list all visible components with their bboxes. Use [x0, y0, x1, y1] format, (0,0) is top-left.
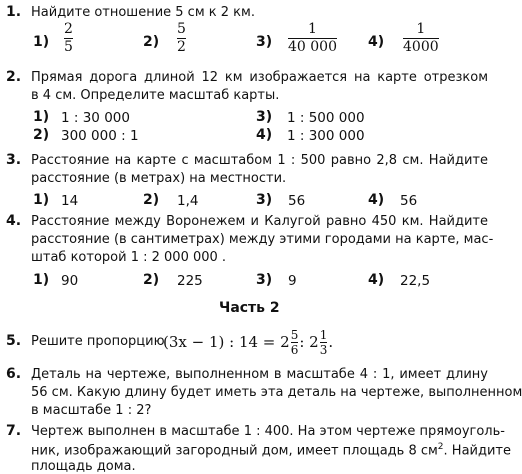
q4-option-2-text: 225 [177, 273, 203, 289]
q5-fraction-1 [291, 329, 299, 356]
q3-number: 3. [6, 152, 22, 168]
q2-option-4-number: 4) [256, 127, 273, 143]
q3-option-1-text: 14 [61, 193, 79, 209]
q4-option-1-text: 90 [61, 273, 79, 289]
q6-text-line-3: в масштабе 1 : 2? [31, 403, 152, 418]
q5-equation-end: . [328, 333, 334, 351]
q2-number: 2. [6, 69, 22, 85]
q1-option-2-denominator: 2 [177, 39, 186, 55]
q2-option-3-number: 3) [256, 109, 273, 125]
q4-option-2-number: 2) [143, 272, 160, 288]
q1-option-3-numerator: 1 [308, 21, 317, 37]
q1-option-2-fraction [177, 22, 186, 55]
q1-option-3-number: 3) [256, 34, 273, 50]
q3-option-3-number: 3) [256, 192, 273, 208]
q6-text-line-2: 56 см. Какую длину будет иметь эта деталь на чертеже, выполненном [31, 385, 522, 400]
q7-text-line-1: Чертеж выполнен в масштабе 1 : 400. На этом чертеже прямоуголь- [31, 424, 505, 439]
q7-text-line-2 [31, 442, 511, 458]
q5-text: Решите пропорцию [31, 334, 165, 349]
q5-number: 5. [6, 333, 22, 349]
q1-option-3-denominator: 40 000 [288, 39, 337, 55]
q2-option-1-text: 1 : 30 000 [61, 110, 130, 126]
q7-text-line-2-end: . Найдите [443, 443, 511, 459]
q3-option-4-text: 56 [400, 193, 418, 209]
q1-option-1-fraction [64, 22, 73, 55]
part-2-heading: Часть 2 [219, 300, 280, 316]
q4-option-4-number: 4) [368, 272, 385, 288]
q2-option-1-number: 1) [33, 109, 50, 125]
q3-option-2-text: 1,4 [177, 193, 199, 209]
q5-fraction-2-numerator: 1 [319, 327, 328, 342]
q1-option-1-number: 1) [33, 34, 50, 50]
q6-text-line-1: Деталь на чертеже, выполненном в масштабе 4 : 1, имеет длину [31, 367, 488, 382]
q2-option-4-text: 1 : 300 000 [287, 128, 365, 144]
q5-fraction-2-denominator: 3 [319, 342, 328, 357]
q3-option-2-number: 2) [143, 192, 160, 208]
q1-option-3-fraction [288, 22, 337, 55]
q3-text-line-2: расстояние (в метрах) на местности. [31, 171, 287, 186]
q3-option-3-text: 56 [288, 193, 306, 209]
q4-option-1-number: 1) [33, 272, 50, 288]
q2-option-3-text: 1 : 500 000 [287, 110, 365, 126]
q3-text-line-1: Расстояние на карте с масштабом 1 : 500 равно 2,8 см. Найдите [31, 153, 488, 168]
q3-option-1-number: 1) [33, 192, 50, 208]
q1-option-2-number: 2) [143, 34, 160, 50]
q3-option-4-number: 4) [368, 192, 385, 208]
q7-number: 7. [6, 423, 22, 439]
q5-fraction-1-numerator: 5 [290, 327, 299, 342]
q4-number: 4. [6, 213, 22, 229]
q5-fraction-2 [320, 329, 328, 356]
q7-text-line-2-main: ник, изображающий загородный дом, имеет площадь 8 см [31, 443, 438, 459]
q1-text: Найдите отношение 5 см к 2 км. [31, 5, 255, 20]
q1-option-4-numerator: 1 [416, 21, 426, 37]
q4-option-3-text: 9 [288, 273, 297, 289]
q4-text-line-3: штаб которой 1 : 2 000 000 . [31, 250, 227, 265]
q1-option-4-number: 4) [368, 34, 385, 50]
q5-equation-middle: : 2 [299, 333, 319, 351]
q4-text-line-2: расстояние (в сантиметрах) между этими городами на карте, мас- [31, 232, 494, 247]
q2-text-line-2: в 4 см. Определите масштаб карты. [31, 88, 280, 103]
q2-option-2-number: 2) [33, 127, 50, 143]
q4-text-line-1: Расстояние между Воронежем и Калугой равно 450 км. Найдите [31, 214, 488, 229]
q1-option-1-denominator: 5 [64, 39, 73, 55]
q2-option-2-text: 300 000 : 1 [61, 128, 139, 144]
q7-text-line-3: площадь дома. [31, 459, 136, 474]
q5-equation-left: (3x − 1) : 14 = 2 [163, 333, 290, 351]
q1-option-4-denominator: 4000 [403, 39, 439, 55]
q7-superscript: 2 [437, 442, 444, 452]
q1-number: 1. [6, 4, 22, 20]
q6-number: 6. [6, 366, 22, 382]
q5-fraction-1-denominator: 6 [290, 342, 299, 357]
q1-option-2-numerator: 5 [177, 21, 186, 37]
q2-text-line-1: Прямая дорога длиной 12 км изображается на карте отрезком [31, 70, 488, 85]
q4-option-3-number: 3) [256, 272, 273, 288]
q1-option-1-numerator: 2 [64, 21, 73, 37]
q5-equation [163, 322, 333, 362]
q4-option-4-text: 22,5 [400, 273, 431, 289]
q1-option-4-fraction [403, 22, 439, 55]
